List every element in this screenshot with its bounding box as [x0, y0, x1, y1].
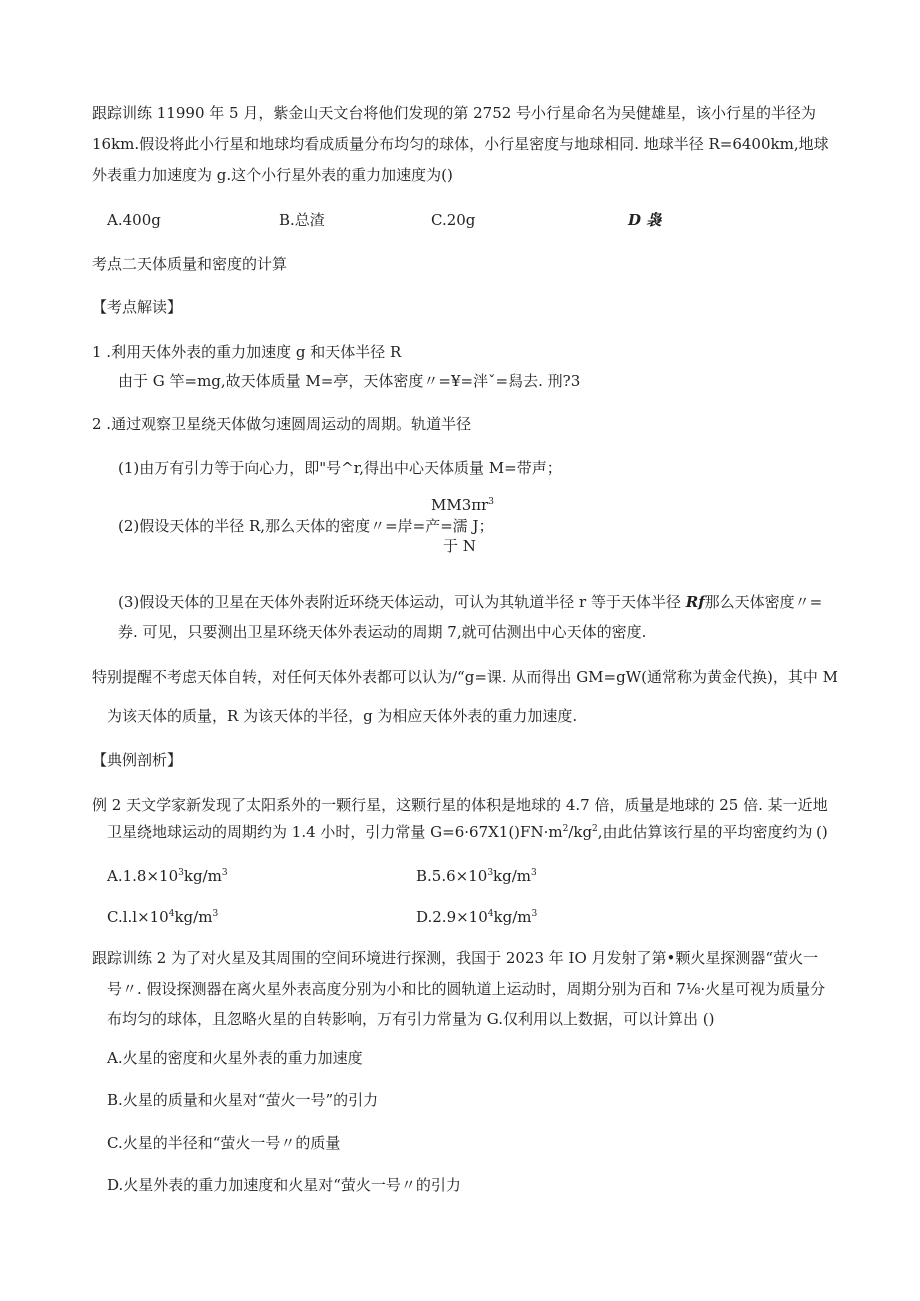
training1-option-a: A.400g — [107, 211, 161, 229]
example2-option-d: $D.2.9\times 10^4kg/m^3$ — [416, 908, 538, 926]
training2-option-b: B.火星的质量和火星对“萤火一号”的引力 — [107, 1091, 379, 1109]
training1-line1: 跟踪训练 11990 年 5 月，紫金山天文台将他们发现的第 2752 号小行星命名为吴健雄星，该小行星的半径为 — [92, 104, 817, 122]
example2-line2: 卫星绕地球运动的周期约为 1.4 小时，引力常量 $G=6\cdot 67X1()FN\cdot m^2/kg^2$,由此估算该行星的平均密度约为 — [107, 823, 813, 841]
method1-body: 由于 G 竿=mg,故天体质量 M=亭，天体密度〃=¥=泮ˇ=舄去. 刑?3 — [118, 372, 581, 390]
reminder-line1: 特别提醒不考虑天体自转，对任何天体外表都可以认为/“g=课. 从而得出 GM=gW(通常称为黄金代换)，其中 M — [92, 668, 838, 686]
example2-answer-paren: () — [816, 823, 828, 841]
interpretation-header: 【考点解读】 — [92, 298, 183, 316]
method2-item3: (3)假设天体的卫星在天体外表附近环绕天体运动，可认为其轨道半径 r 等于天体半径 Rf那么天体密度〃= — [118, 593, 823, 611]
training1-option-d: D 袅 — [628, 211, 662, 229]
method2-item2-numerator: $MM3\pi r^3$ — [431, 496, 495, 514]
method2-item1: (1)由万有引力等于向心力，即"号^r,得出中心天体质量 M=带声； — [118, 459, 562, 477]
training1-option-b: B.总渣 — [279, 211, 325, 229]
section-title: 考点二天体质量和密度的计算 — [92, 255, 288, 273]
method1-title: 1 .利用天体外表的重力加速度 g 和天体半径 R — [92, 343, 402, 361]
training2-option-d: D.火星外表的重力加速度和火星对“萤火一号〃的引力 — [107, 1176, 461, 1194]
training2-line3: 布均匀的球体，且忽略火星的自转影响，万有引力常量为 G.仅利用以上数据，可以计算出 () — [107, 1010, 715, 1028]
training1-line2: 16km.假设将此小行星和地球均看成质量分布均匀的球体，小行星密度与地球相同. 地球半径 R=6400km,地球 — [92, 135, 829, 153]
example-header: 【典例剖析】 — [92, 751, 183, 769]
method2-item2-denominator: 于 N — [443, 537, 476, 555]
method2-item3-line2: 券. 可见，只要测出卫星环绕天体外表运动的周期 7,就可估测出中心天体的密度. — [118, 623, 647, 641]
training2-option-c: C.火星的半径和“萤火一号〃的质量 — [107, 1134, 341, 1152]
training2-line1: 跟踪训练 2 为了对火星及其周围的空间环境进行探测，我国于 2023 年 IO 月发射了第•颗火星探测器“萤火一 — [92, 949, 819, 967]
example2-option-c: $C.l.l\times 10^4kg/m^3$ — [107, 908, 219, 926]
training2-option-a: A.火星的密度和火星外表的重力加速度 — [107, 1049, 363, 1067]
example2-option-b: $B.5.6\times 10^3kg/m^3$ — [416, 867, 537, 885]
training1-line3: 外表重力加速度为 g.这个小行星外表的重力加速度为() — [92, 166, 453, 184]
reminder-line2: 为该天体的质量，R 为该天体的半径，g 为相应天体外表的重力加速度. — [107, 707, 578, 725]
example2-line1: 例 2 天文学家新发现了太阳系外的一颗行星，这颗行星的体积是地球的 4.7 倍，质量是地球的 25 倍. 某一近地 — [92, 796, 828, 814]
method2-title: 2 .通过观察卫星绕天体做匀速圆周运动的周期。轨道半径 — [92, 415, 472, 433]
method2-item2: (2)假设天体的半径 R,那么天体的密度〃=岸=产=濡 J； — [118, 517, 494, 535]
training2-line2: 号〃. 假设探测器在离火星外表高度分别为小和比的圆轨道上运动时，周期分别为百和 7⅛·火星可视为质量分 — [107, 980, 826, 998]
example2-option-a: $A.1.8\times 10^3kg/m^3$ — [107, 867, 228, 885]
training1-option-c: C.20g — [431, 211, 476, 229]
